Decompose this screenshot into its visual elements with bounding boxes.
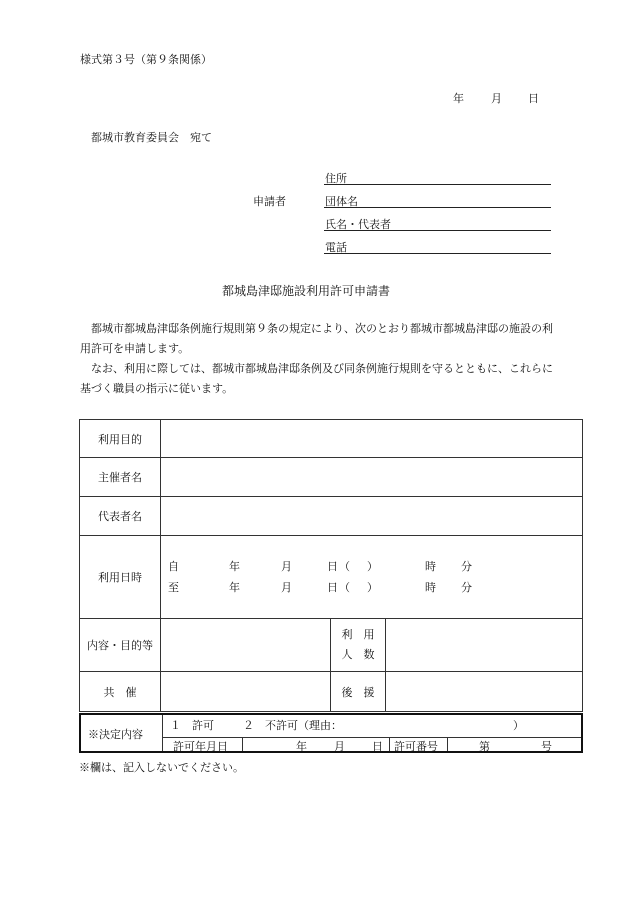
users-count-label	[331, 619, 386, 672]
permit-number-left-divider	[389, 737, 390, 751]
from-weekday-open: （	[339, 560, 350, 573]
from-month: 月	[281, 560, 292, 573]
users-count-field[interactable]	[386, 619, 583, 672]
deny-reason-close: ）	[513, 719, 524, 732]
permit-number-divider	[447, 737, 448, 751]
support-field[interactable]	[386, 672, 583, 712]
date-day-label: 日	[528, 92, 539, 105]
content-field[interactable]	[161, 619, 331, 672]
phone-line[interactable]	[324, 253, 551, 254]
representative-name-field[interactable]	[161, 497, 583, 536]
to-hour: 時	[425, 581, 436, 594]
organization-label: 団体名	[325, 195, 358, 208]
permit-month: 月	[334, 740, 345, 753]
permit-option: １ 許可	[170, 719, 214, 732]
datetime-label: 利用日時	[80, 536, 161, 619]
to-day: 日	[327, 581, 338, 594]
organizer-label: 主催者名	[80, 458, 161, 497]
from-weekday-close: ）	[367, 560, 378, 573]
organization-line[interactable]	[324, 207, 551, 208]
cosponsor-label: 共 催	[80, 672, 161, 712]
permit-year: 年	[296, 740, 307, 753]
purpose-label: 利用目的	[80, 420, 161, 458]
decision-label: ※決定内容	[88, 728, 143, 741]
cosponsor-field[interactable]	[161, 672, 331, 712]
date-year-label: 年	[453, 92, 464, 105]
applicant-label: 申請者	[253, 195, 286, 208]
decision-divider	[162, 715, 163, 751]
date-month-label: 月	[491, 92, 502, 105]
purpose-field[interactable]	[161, 420, 583, 458]
representative-line[interactable]	[324, 230, 551, 231]
to-minute: 分	[461, 581, 472, 594]
permit-day: 日	[372, 740, 383, 753]
application-table	[79, 419, 583, 712]
body-text	[80, 319, 558, 399]
to-month: 月	[281, 581, 292, 594]
from-day: 日	[327, 560, 338, 573]
document-title: 都城島津邸施設利用許可申請書	[222, 284, 391, 298]
to-year: 年	[229, 581, 240, 594]
permit-number-suffix: 号	[541, 740, 552, 753]
address-line[interactable]	[324, 184, 551, 185]
body-paragraph-2: なお、利用に際しては、都城市都城島津邸条例及び同条例施行規則を守るとともに、これらに基づく職員の指示に従います。	[80, 362, 553, 395]
datetime-rows	[161, 557, 582, 597]
users-count-label-line2: 人 数	[341, 648, 375, 661]
permit-number-label: 許可番号	[394, 740, 438, 753]
address-label: 住所	[325, 172, 347, 185]
support-label: 後 援	[331, 672, 386, 712]
organizer-field[interactable]	[161, 458, 583, 497]
representative-label: 氏名・代表者	[325, 218, 391, 231]
to-weekday-open: （	[339, 581, 350, 594]
decision-box	[79, 713, 583, 753]
representative-name-label: 代表者名	[80, 497, 161, 536]
addressee: 都城市教育委員会 宛て	[91, 131, 212, 144]
datetime-field[interactable]	[161, 536, 583, 619]
from-label: 自	[168, 560, 179, 573]
decision-row-divider	[162, 737, 581, 738]
permit-number-prefix: 第	[479, 740, 490, 753]
body-paragraph-1: 都城市都城島津邸条例施行規則第９条の規定により、次のとおり都城市都城島津邸の施設の利用許可を申請します。	[80, 322, 553, 355]
from-hour: 時	[425, 560, 436, 573]
to-label: 至	[168, 581, 179, 594]
deny-option: ２ 不許可（理由：	[243, 719, 342, 732]
permit-date-label: 許可年月日	[173, 740, 228, 753]
phone-label: 電話	[325, 241, 347, 254]
from-minute: 分	[461, 560, 472, 573]
from-year: 年	[229, 560, 240, 573]
users-count-label-line1: 利 用	[341, 628, 375, 641]
content-label: 内容・目的等	[80, 619, 161, 672]
to-weekday-close: ）	[367, 581, 378, 594]
footnote: ※欄は、記入しないでください。	[79, 761, 244, 774]
form-number: 様式第３号（第９条関係）	[80, 53, 212, 66]
permit-date-divider	[242, 737, 243, 751]
